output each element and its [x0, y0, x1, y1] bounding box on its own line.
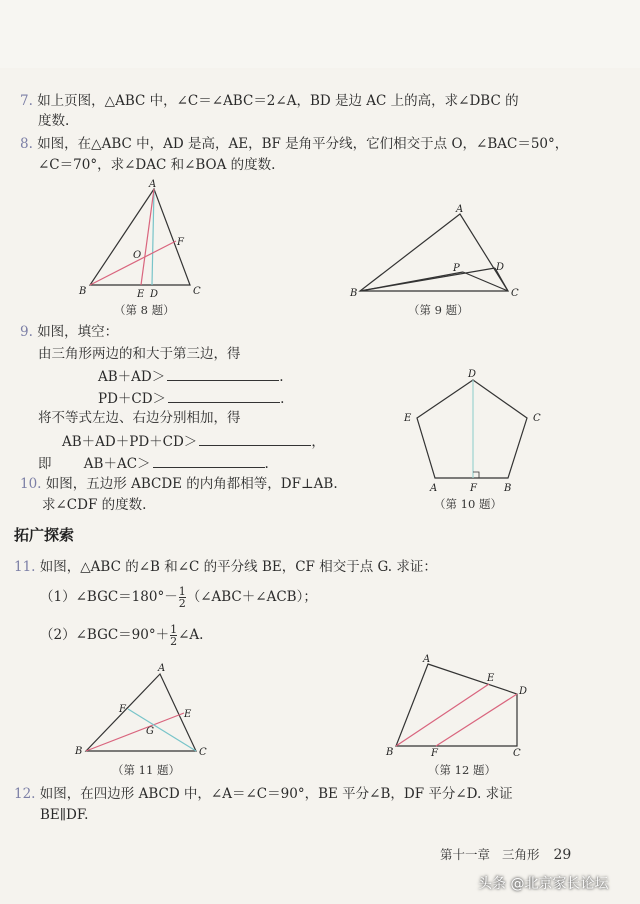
problem-number: 10. — [20, 476, 42, 492]
page-number: 29 — [553, 847, 572, 863]
problem-number: 7. — [20, 93, 33, 109]
problem-text: 如图，在△ABC 中，AD 是高，AE，BF 是角平分线，它们相交于点 O，∠BAC＝50°， — [37, 136, 569, 152]
problem-9-line3: 将不等式左边、右边分别相加，得 — [38, 410, 241, 426]
punctuation: . — [280, 391, 285, 407]
problem-text: 如图，五边形 ABCDE 的内角都相等，DF⊥AB. — [45, 476, 338, 492]
label-a: A — [423, 654, 431, 665]
triangle-abc — [90, 189, 190, 285]
punctuation: . — [264, 456, 269, 472]
fraction-numerator: 1 — [170, 623, 178, 636]
label-a: A — [158, 663, 166, 674]
pentagon-abcde — [417, 380, 527, 478]
figure-8 — [78, 179, 201, 300]
label-c: C — [511, 288, 519, 299]
inequality-text: AB＋AD＋PD＋CD＞ — [62, 434, 198, 450]
problem-12-line2: BE∥DF. — [40, 807, 89, 823]
fraction-numerator: 1 — [178, 585, 186, 598]
sub-text: （1）∠BGC＝180°－ — [40, 589, 178, 605]
label-d: D — [468, 369, 477, 380]
label-e: E — [404, 413, 412, 424]
page-footer — [440, 845, 571, 863]
sub-text: ∠A. — [178, 627, 204, 643]
problem-10-line2: 求∠CDF 的度数. — [42, 497, 147, 513]
problem-7-line2: 度数. — [38, 113, 70, 129]
problem-text: 如图，△ABC 的∠B 和∠C 的平分线 BE，CF 相交于点 G. 求证： — [39, 559, 437, 575]
triangle-abc — [360, 214, 508, 291]
problem-text: 如上页图，△ABC 中，∠C＝∠ABC＝2∠A，BD 是边 AC 上的高，求∠DBC 的 — [37, 93, 519, 109]
label-o: O — [133, 250, 142, 261]
label-c: C — [513, 748, 521, 759]
problem-number: 12. — [14, 786, 36, 802]
section-title: 拓广探索 — [14, 526, 75, 544]
label-c: C — [193, 286, 201, 297]
problem-text: 如图，在四边形 ABCD 中，∠A＝∠C＝90°，BE 平分∠B，DF 平分∠D. 求证 — [39, 786, 513, 802]
label-c: C — [199, 747, 207, 758]
chapter-title: 三角形 — [502, 847, 540, 862]
label-b: B — [350, 288, 358, 299]
chapter-label: 第十一章 — [440, 847, 491, 862]
label-e: E — [137, 289, 145, 300]
right-angle-mark — [473, 472, 479, 478]
label-d: D — [519, 686, 528, 697]
bisector-bf — [90, 241, 176, 285]
label-b: B — [79, 286, 87, 297]
triangle-abc — [86, 674, 196, 751]
label-e: E — [184, 709, 192, 720]
label-f: F — [119, 704, 126, 715]
figure-10-caption: （第 10 题） — [434, 497, 502, 511]
bisector-df — [436, 694, 517, 746]
label-a: A — [149, 179, 157, 190]
label-d: D — [496, 262, 505, 273]
label-a: A — [430, 483, 438, 494]
figure-10 — [403, 369, 541, 494]
problem-number: 11. — [14, 559, 36, 575]
problem-text: 如图，填空： — [37, 324, 119, 340]
label-b: B — [504, 483, 512, 494]
label-e: E — [487, 673, 495, 684]
bisector-be — [86, 713, 184, 751]
sub-text: （∠ABC＋∠ACB）； — [186, 589, 317, 605]
label-a: A — [456, 204, 464, 215]
figure-9-caption: （第 9 题） — [408, 303, 469, 317]
figure-12-caption: （第 12 题） — [428, 763, 496, 777]
label-f: F — [177, 237, 184, 248]
figure-8-caption: （第 8 题） — [114, 303, 175, 317]
problem-9-line2: 由三角形两边的和大于第三边，得 — [38, 346, 241, 362]
label-f: F — [470, 483, 477, 494]
label-f: F — [431, 748, 438, 759]
inequality-text: AB＋AC＞ — [83, 456, 151, 472]
watermark: 头条 @北京家长论坛 — [478, 876, 609, 892]
label-d: D — [150, 289, 159, 300]
label-p: P — [453, 263, 460, 274]
fraction-denominator: 2 — [178, 597, 186, 610]
problem-8-line2: ∠C＝70°，求∠DAC 和∠BOA 的度数. — [38, 157, 276, 173]
punctuation: . — [279, 369, 284, 385]
segment-pc — [463, 272, 508, 291]
ji-label: 即 — [38, 456, 52, 472]
problem-number: 8. — [20, 136, 33, 152]
label-g: G — [146, 726, 154, 737]
figure-12 — [385, 654, 527, 759]
problem-number: 9. — [20, 324, 33, 340]
sub-text: （2）∠BGC＝90°＋ — [40, 627, 170, 643]
figure-11 — [74, 663, 207, 758]
figure-9 — [349, 204, 519, 299]
punctuation: ， — [311, 434, 325, 450]
figure-11-caption: （第 11 题） — [112, 763, 180, 777]
inequality-text: AB＋AD＞ — [98, 369, 166, 385]
fraction-denominator: 2 — [170, 635, 178, 648]
label-b: B — [386, 747, 394, 758]
inequality-text: PD＋CD＞ — [98, 391, 167, 407]
bisector-be — [396, 684, 489, 746]
label-c: C — [533, 413, 541, 424]
segment-bp — [360, 272, 463, 291]
label-b: B — [75, 746, 83, 757]
